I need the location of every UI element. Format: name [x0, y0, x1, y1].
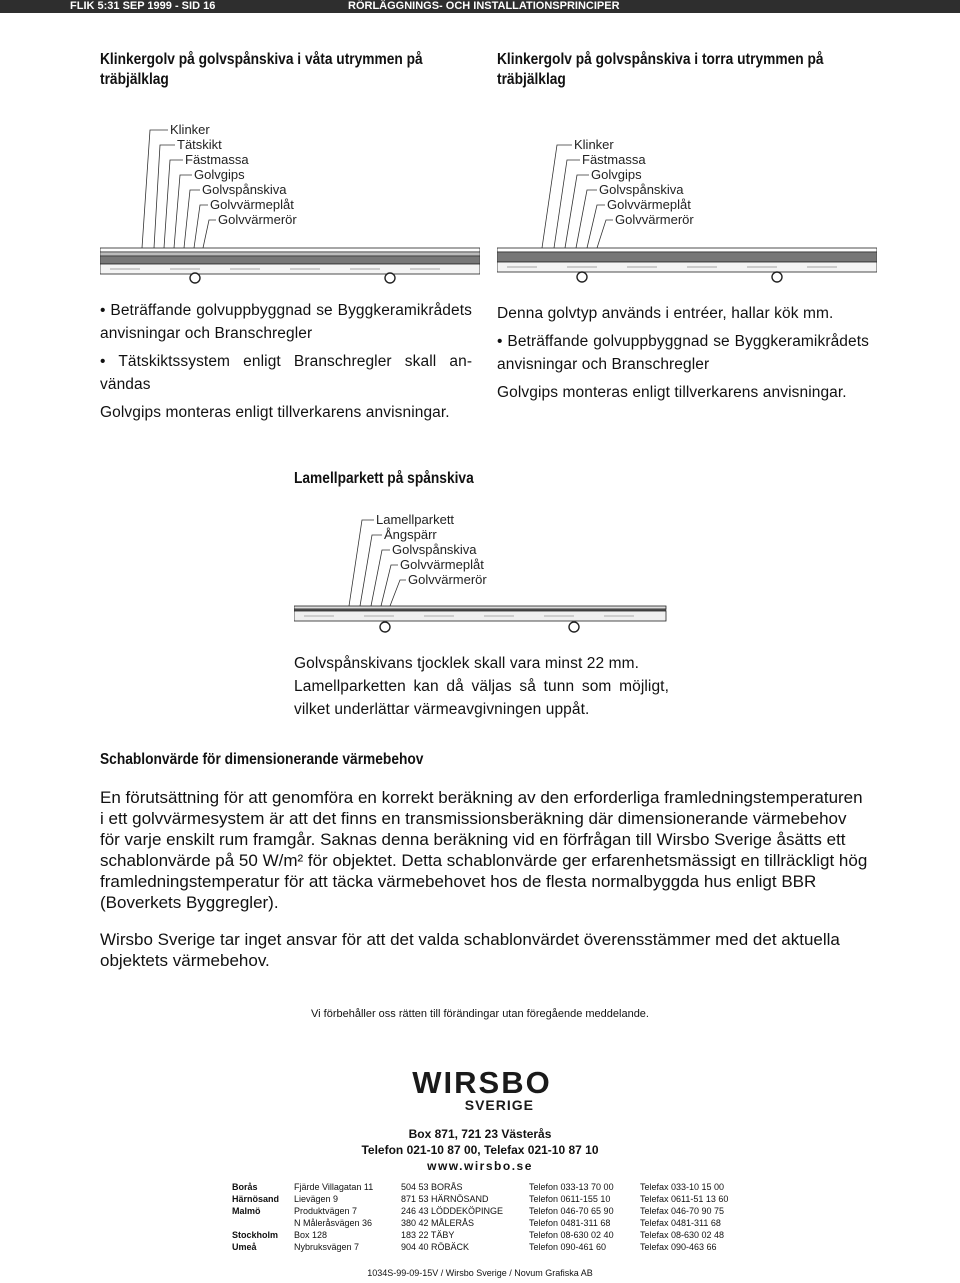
wet-layer-label: Tätskikt	[177, 137, 222, 152]
wet-section-text	[100, 299, 472, 424]
header-right-text: RÖRLÄGGNINGS- OCH INSTALLATIONSPRINCIPER	[348, 0, 620, 12]
wet-layer-label: Golvgips	[194, 167, 245, 182]
schablon-body	[100, 787, 870, 971]
office-fax: Telefax 0611-51 13 60	[640, 1194, 729, 1204]
dry-floor-diagram	[497, 118, 877, 288]
office-phone: Telefon 08-630 02 40	[529, 1230, 614, 1240]
parquet-layer-label: Golvspånskiva	[392, 542, 477, 557]
parquet-layer-label: Golvvärmerör	[408, 572, 487, 587]
office-street: Lievägen 9	[294, 1194, 339, 1204]
office-street: Box 128	[294, 1230, 328, 1240]
dry-layer-label: Klinker	[574, 137, 614, 152]
office-row	[232, 1229, 752, 1241]
parquet-layer-label: Golvvärmeplåt	[400, 557, 484, 572]
wet-layer-label: Golvvärmeplåt	[210, 197, 294, 212]
office-city: Stockholm	[232, 1230, 279, 1240]
offices-table	[232, 1181, 752, 1253]
office-phone: Telefon 0611-155 10	[529, 1194, 611, 1204]
office-row	[232, 1217, 752, 1229]
logo-sub-text: SVERIGE	[464, 1097, 534, 1113]
dry-section-text	[497, 302, 869, 404]
office-postal: 504 53 BORÅS	[401, 1182, 463, 1192]
dry-section-title: Klinkergolv på golvspånskiva i torra utrymmen på träbjälklag	[497, 51, 824, 88]
office-row	[232, 1181, 752, 1193]
schablon-title: Schablonvärde för dimensionerande värmebehov	[100, 751, 424, 768]
parquet-section-text	[294, 652, 669, 721]
wet-text-bullet: • Beträffande golvuppbyggnad se Byggkeramikrådets anvisningar och Branschregler	[100, 302, 472, 342]
dry-layer-label: Golvvärmerör	[615, 212, 694, 227]
address-line: Box 871, 721 23 Västerås	[408, 1127, 552, 1141]
dry-text-intro: Denna golvtyp används i entréer, hallar kök mm.	[497, 305, 834, 322]
office-phone: Telefon 0481-311 68	[529, 1218, 611, 1228]
office-street: Produktvägen 7	[294, 1206, 358, 1216]
header-bar	[0, 0, 960, 13]
wet-text-note: Golvgips monteras enligt tillverkarens anvisningar.	[100, 404, 450, 421]
office-row	[232, 1193, 752, 1205]
office-fax: Telefax 046-70 90 75	[640, 1206, 725, 1216]
office-fax: Telefax 08-630 02 48	[640, 1230, 725, 1240]
disclaimer-text: Vi förbehåller oss rätten till förändingar utan föregående meddelande.	[311, 1008, 649, 1020]
office-city: Malmö	[232, 1206, 261, 1216]
wet-text-bullet: • Tätskiktssystem enligt Branschregler skall användas	[100, 353, 472, 393]
office-phone: Telefon 090-461 60	[529, 1242, 607, 1252]
office-row	[232, 1205, 752, 1217]
wet-layer-label: Klinker	[170, 122, 210, 137]
office-street: N Måleråsvägen 36	[294, 1218, 373, 1228]
office-postal: 904 40 RÖBÄCK	[401, 1242, 470, 1252]
header-left-text: FLIK 5:31 SEP 1999 - SID 16	[70, 0, 216, 12]
office-postal: 246 43 LÖDDEKÖPINGE	[401, 1206, 504, 1216]
parquet-layer-label: Lamellparkett	[376, 512, 455, 527]
office-phone: Telefon 046-70 65 90	[529, 1206, 614, 1216]
office-fax: Telefax 090-463 66	[640, 1242, 717, 1252]
parquet-text-line: Lamellparketten kan då väljas så tunn som möjligt, vilket underlättar värmeavgivningen uppåt.	[294, 678, 669, 718]
parquet-section-title: Lamellparkett på spånskiva	[294, 470, 474, 487]
office-city: Umeå	[232, 1242, 257, 1252]
office-postal: 871 53 HÄRNÖSAND	[401, 1194, 489, 1204]
website-link[interactable]: www.wirsbo.se	[427, 1159, 533, 1173]
dry-layer-label: Golvvärmeplåt	[607, 197, 691, 212]
logo-main-text: WIRSBO	[412, 1065, 552, 1100]
dry-layer-label: Golvgips	[591, 167, 642, 182]
parquet-text-line: Golvspånskivans tjocklek skall vara minst 22 mm.	[294, 655, 640, 672]
wet-layer-label: Golvvärmerör	[218, 212, 297, 227]
wet-floor-diagram	[100, 118, 480, 288]
office-street: Nybruksvägen 7	[294, 1242, 360, 1252]
wirsbo-logo	[394, 1065, 570, 1113]
dry-text-note: Golvgips monteras enligt tillverkarens anvisningar.	[497, 384, 847, 401]
parquet-layer-label: Ångspärr	[384, 527, 437, 542]
office-city: Härnösand	[232, 1194, 280, 1204]
office-postal: 183 22 TÄBY	[401, 1230, 455, 1240]
company-address	[0, 1126, 960, 1174]
schablon-paragraph: En förutsättning för att genomföra en korrekt beräkning av den erforderliga framledningstemperaturen i ett golvvärmesystem är att det finns en transmissionsberäkning där dimensionerande värmebehov för varje enskilt rum framgår. Saknas denna beräkning vid en förfrågan till Wirsbo Sverige åsätts ett schablonvärde på 50 W/m² för objektet. Detta schablonvärde ger erfarenhetsmässigt en tillräckligt hög framledningstemperatur för att täcka värmebehovet hos de flesta normalbyggda hus enligt BBR (Boverkets Byggregler).	[100, 788, 868, 912]
wet-layer-label: Golvspånskiva	[202, 182, 287, 197]
dry-text-bullet: • Beträffande golvuppbyggnad se Byggkeramikrådets anvisningar och Branschregler	[497, 333, 869, 373]
document-code: 1034S-99-09-15V / Wirsbo Sverige / Novum Grafiska AB	[367, 1268, 593, 1278]
office-postal: 380 42 MÅLERÅS	[401, 1218, 475, 1228]
address-phone-line: Telefon 021-10 87 00, Telefax 021-10 87 10	[361, 1143, 599, 1157]
wet-layer-label: Fästmassa	[185, 152, 249, 167]
office-phone: Telefon 033-13 70 00	[529, 1182, 614, 1192]
office-city: Borås	[232, 1182, 258, 1192]
schablon-paragraph: Wirsbo Sverige tar inget ansvar för att det valda schablonvärdet överensstämmer med det aktuella objektets värmebehov.	[100, 930, 840, 970]
office-row	[232, 1241, 752, 1253]
office-street: Fjärde Villagatan 11	[294, 1182, 374, 1192]
dry-layer-label: Golvspånskiva	[599, 182, 684, 197]
dry-layer-label: Fästmassa	[582, 152, 646, 167]
office-fax: Telefax 033-10 15 00	[640, 1182, 725, 1192]
parquet-floor-diagram	[294, 508, 674, 646]
wet-section-title: Klinkergolv på golvspånskiva i våta utrymmen på träbjälklag	[100, 51, 423, 88]
office-fax: Telefax 0481-311 68	[640, 1218, 721, 1228]
